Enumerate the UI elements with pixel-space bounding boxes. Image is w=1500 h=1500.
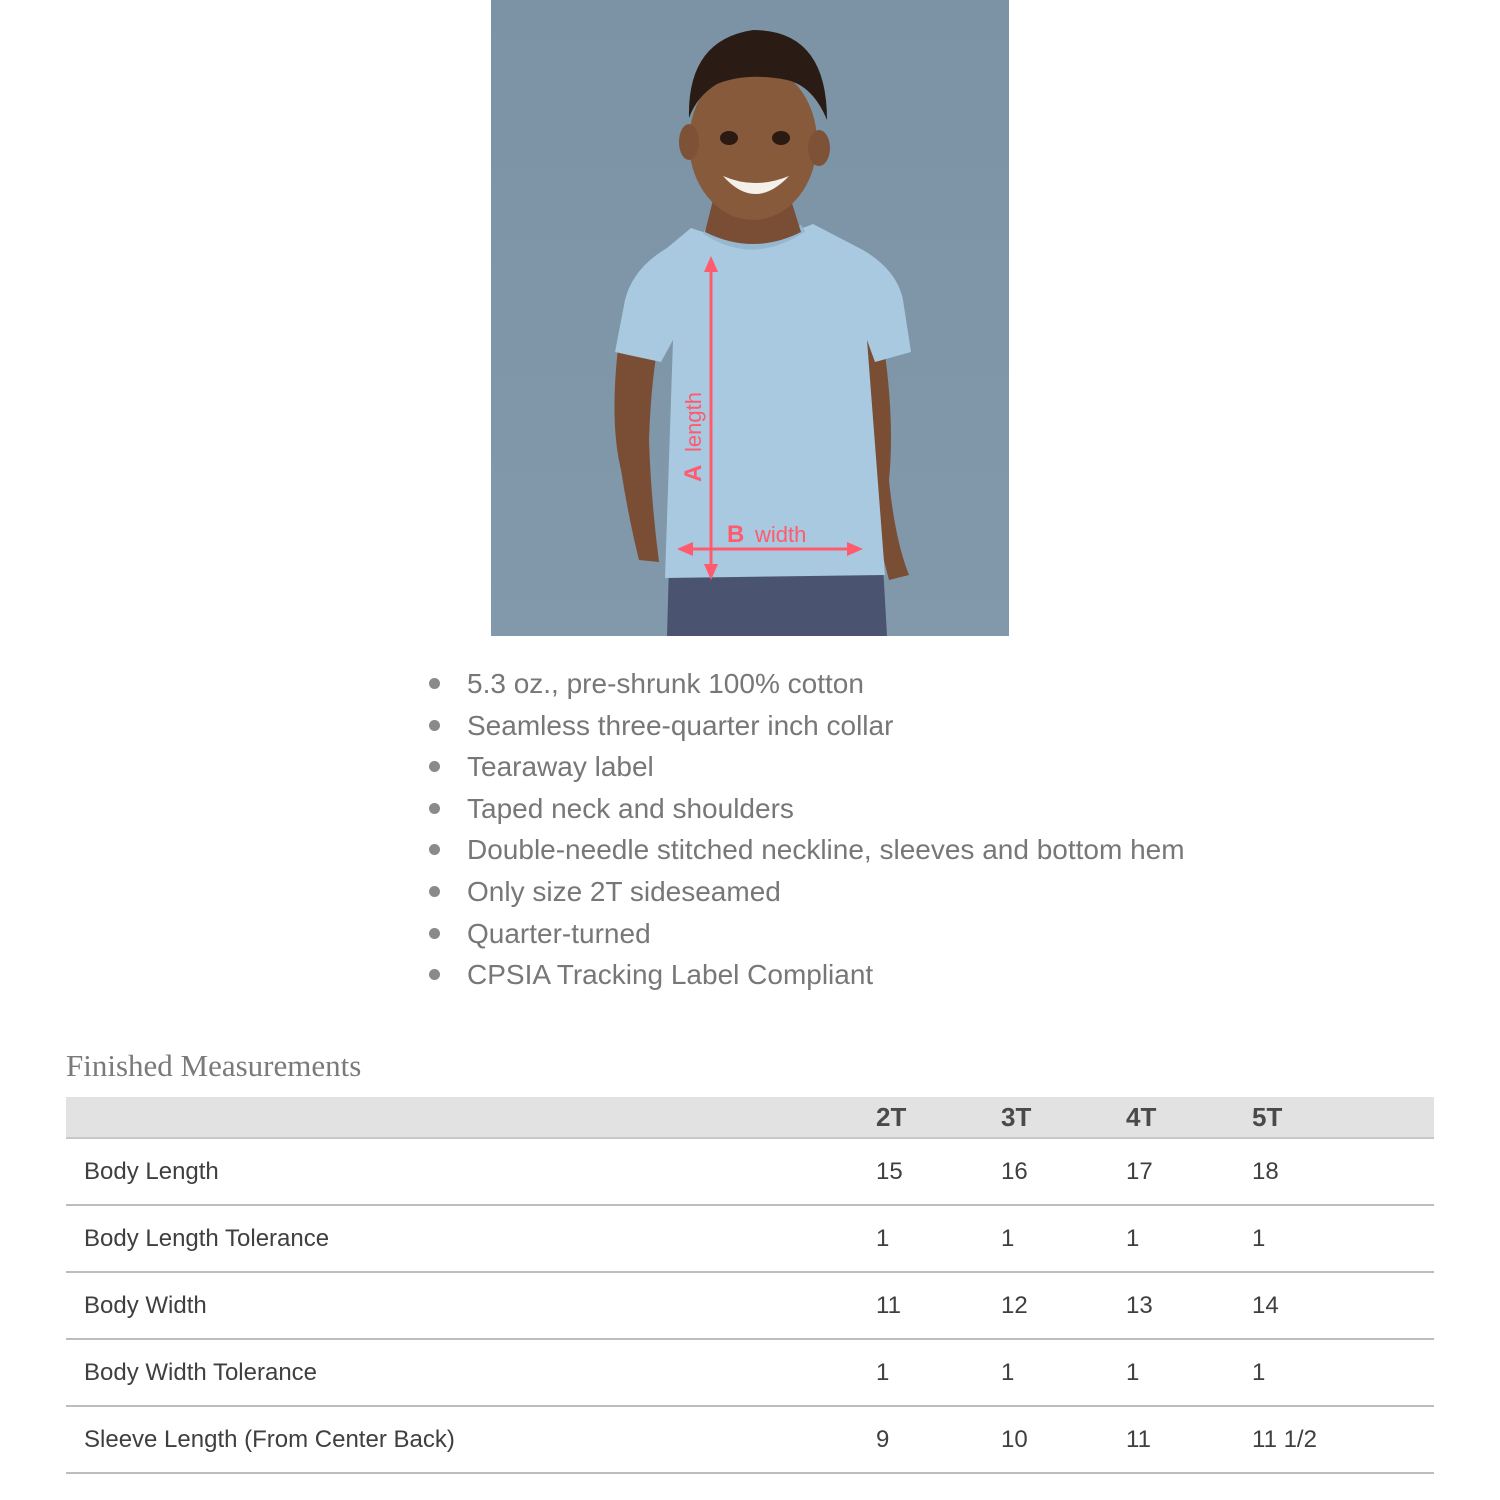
cell-value: 1 (1126, 1359, 1140, 1386)
cell-value: 11 1/2 (1252, 1426, 1317, 1453)
label-a-word: length (681, 392, 706, 452)
feature-text: Taped neck and shoulders (467, 792, 794, 824)
feature-text: Double-needle stitched neckline, sleeves and bottom hem (467, 834, 1185, 866)
bullet-icon (429, 886, 440, 897)
table-row (66, 1139, 1434, 1206)
right-eye (772, 131, 790, 145)
cell-value: 11 (1126, 1426, 1151, 1453)
cell-value: 13 (1126, 1292, 1153, 1319)
row-label: Body Length Tolerance (84, 1225, 330, 1252)
feature-text: CPSIA Tracking Label Compliant (467, 959, 874, 991)
cell-value: 1 (876, 1359, 890, 1386)
feature-item (428, 788, 1185, 830)
cell-value: 17 (1126, 1158, 1153, 1185)
feature-item (428, 705, 1185, 747)
bullet-icon (429, 678, 440, 689)
cell-value: 15 (876, 1158, 903, 1185)
measurements-table (66, 1097, 1434, 1474)
feature-item (428, 663, 1185, 705)
feature-text: Tearaway label (467, 751, 654, 783)
toddler-tshirt-illustration (491, 0, 1009, 636)
label-b: B (727, 521, 745, 548)
cell-value: 11 (876, 1292, 901, 1319)
table-row (66, 1206, 1434, 1273)
row-label: Sleeve Length (From Center Back) (84, 1426, 455, 1453)
size-header-5t: 5T (1252, 1102, 1283, 1132)
right-ear (808, 130, 830, 166)
feature-item (428, 746, 1185, 788)
left-eye (720, 131, 738, 145)
label-b-word: width (755, 522, 807, 547)
cell-value: 1 (1252, 1359, 1266, 1386)
size-header-2t: 2T (876, 1102, 907, 1132)
table-row (66, 1273, 1434, 1340)
section-title: Finished Measurements (66, 1048, 362, 1083)
cell-value: 16 (1001, 1158, 1028, 1185)
feature-text: 5.3 oz., pre-shrunk 100% cotton (467, 668, 864, 699)
left-ear (679, 124, 699, 160)
product-photo (491, 0, 1009, 636)
feature-item (428, 871, 1185, 913)
feature-list (428, 663, 1185, 996)
cell-value: 1 (1001, 1359, 1015, 1386)
cell-value: 1 (1126, 1225, 1140, 1252)
feature-text: Only size 2T sideseamed (467, 875, 781, 907)
bullet-icon (429, 969, 440, 980)
bullet-icon (429, 720, 440, 731)
row-label: Body Width Tolerance (84, 1359, 318, 1386)
cell-value: 9 (876, 1426, 890, 1453)
bullet-icon (429, 761, 440, 772)
feature-item (428, 954, 1185, 996)
cell-value: 12 (1001, 1292, 1028, 1319)
row-label: Body Width (84, 1292, 207, 1319)
table-row (66, 1407, 1434, 1474)
cell-value: 1 (1001, 1225, 1015, 1252)
table-header (66, 1097, 1434, 1139)
size-header-3t: 3T (1001, 1102, 1032, 1132)
table-row (66, 1340, 1434, 1407)
label-a: A (680, 464, 707, 482)
cell-value: 18 (1252, 1158, 1279, 1185)
cell-value: 10 (1001, 1426, 1028, 1453)
bullet-icon (429, 844, 440, 855)
cell-value: 14 (1252, 1292, 1279, 1319)
row-label: Body Length (84, 1158, 219, 1185)
feature-item (428, 913, 1185, 955)
size-header-4t: 4T (1126, 1102, 1157, 1132)
feature-text: Seamless three-quarter inch collar (467, 709, 894, 741)
cell-value: 1 (1252, 1225, 1266, 1252)
feature-item (428, 829, 1185, 871)
cell-value: 1 (876, 1225, 890, 1252)
feature-text: Quarter-turned (467, 917, 651, 949)
bullet-icon (429, 928, 440, 939)
bullet-icon (429, 803, 440, 814)
